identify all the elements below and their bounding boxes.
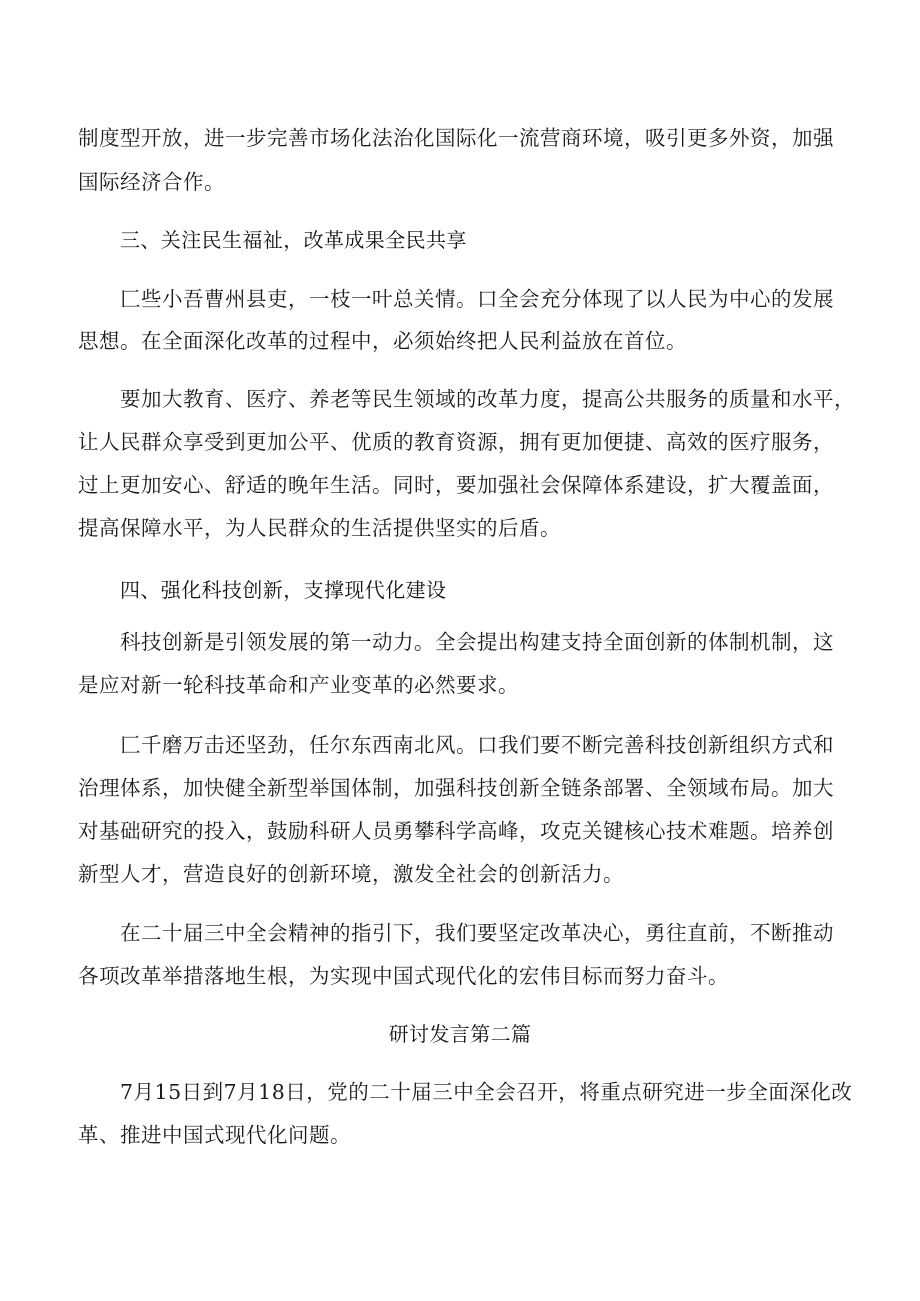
paragraph-line: 对基础研究的投入，鼓励科研人员勇攀科学高峰，攻克关键核心技术难题。培养创 — [78, 819, 834, 843]
paragraph-line: 革、推进中国式现代化问题。 — [78, 1123, 351, 1147]
paragraph-line: 治理体系，加快健全新型举国体制，加强科技创新全链条部署、全领域布局。加大 — [78, 776, 834, 800]
section-heading-four: 四、强化科技创新，支撑现代化建设 — [120, 578, 447, 602]
paragraph-line: 科技创新是引领发展的第一动力。全会提出构建支持全面创新的体制机制，这 — [120, 630, 834, 654]
paragraph-line: 国际经济合作。 — [78, 170, 225, 194]
section-heading-three: 三、关注民生福祉，改革成果全民共享 — [120, 228, 467, 252]
paragraph-line: 匚些小吾曹州县吏，一枝一叶总关情。口全会充分体现了以人民为中心的发展 — [120, 287, 834, 311]
paragraph-line: 7月15日到7月18日，党的二十届三中全会召开，将重点研究进一步全面深化改 — [120, 1080, 853, 1104]
paragraph-line: 过上更加安心、舒适的晚年生活。同时，要加强社会保障体系建设，扩大覆盖面， — [78, 473, 834, 497]
paragraph-line: 思想。在全面深化改革的过程中，必须始终把人民利益放在首位。 — [78, 329, 687, 353]
paragraph-line: 提高保障水平，为人民群众的生活提供坚实的后盾。 — [78, 516, 561, 540]
speech-title: 研讨发言第二篇 — [388, 1022, 532, 1046]
paragraph-line: 制度型开放，进一步完善市场化法治化国际化一流营商环境，吸引更多外资，加强 — [78, 126, 834, 150]
paragraph-line: 是应对新一轮科技革命和产业变革的必然要求。 — [78, 673, 519, 697]
paragraph-line: 让人民群众享受到更加公平、优质的教育资源，拥有更加便捷、高效的医疗服务， — [78, 430, 834, 454]
paragraph-line: 各项改革举措落地生根，为实现中国式现代化的宏伟目标而努力奋斗。 — [78, 964, 729, 988]
paragraph-line: 要加大教育、医疗、养老等民生领域的改革力度，提高公共服务的质量和水平， — [120, 387, 855, 411]
paragraph-line: 新型人才，营造良好的创新环境，激发全社会的创新活力。 — [78, 862, 624, 886]
paragraph-line: 在二十届三中全会精神的指引下，我们要坚定改革决心，勇往直前，不断推动 — [120, 921, 834, 945]
paragraph-line: 匚千磨万击还坚劲，任尔东西南北风。口我们要不断完善科技创新组织方式和 — [120, 733, 834, 757]
